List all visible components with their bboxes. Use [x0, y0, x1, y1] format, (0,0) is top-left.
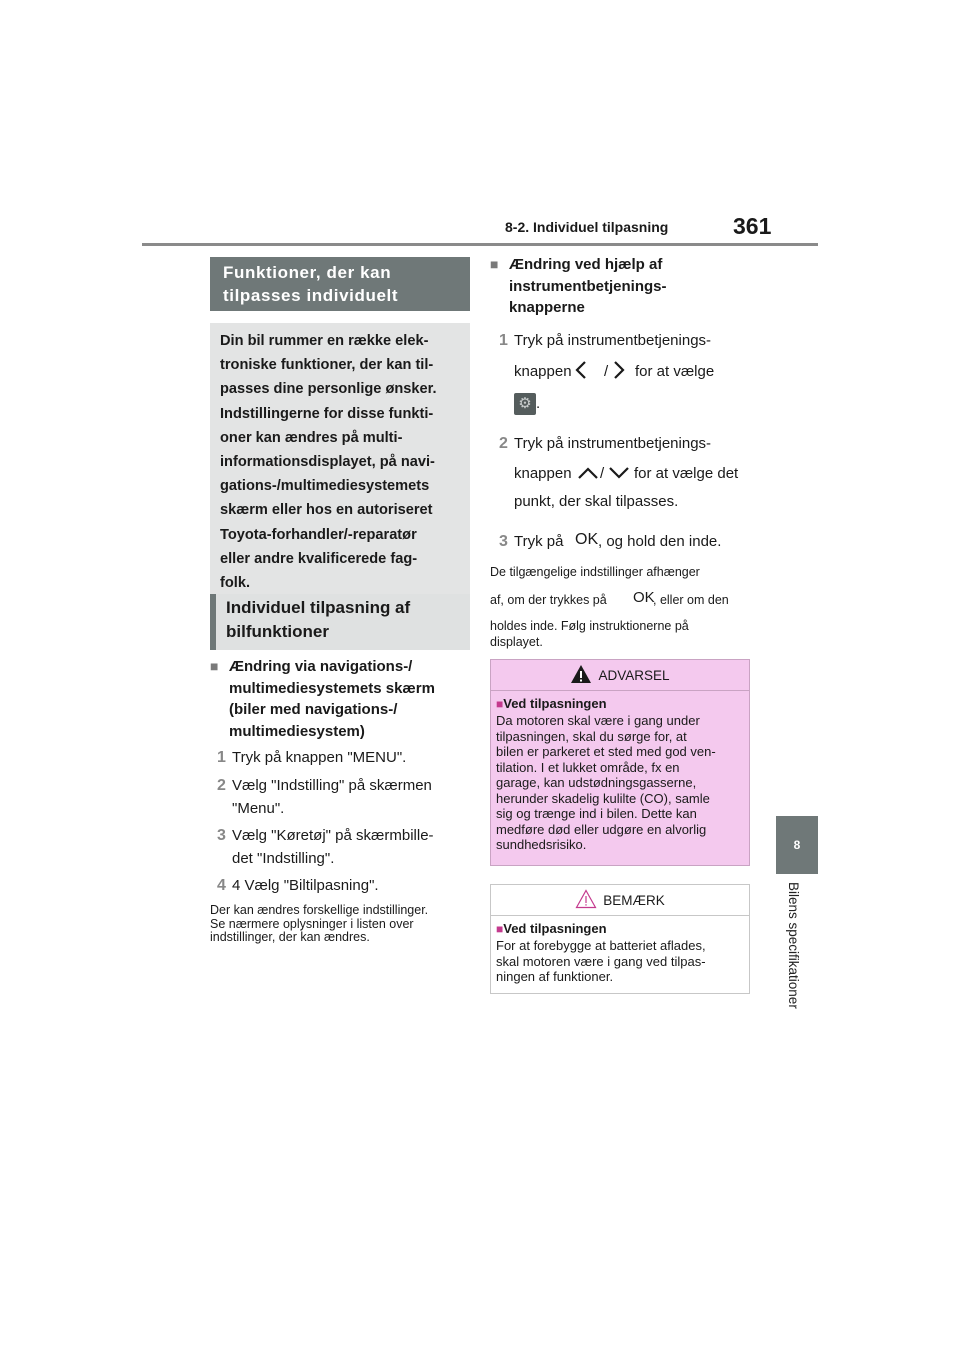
- note-left: [210, 904, 475, 945]
- heading-line: tilpasses individuelt: [223, 286, 399, 305]
- square-bullet-icon: ■: [490, 256, 499, 272]
- warning-line: garage, kan udstødningsgasserne,: [496, 775, 697, 790]
- step-text: .: [536, 395, 541, 412]
- right-step-2: [499, 432, 754, 455]
- chevron-left-icon: [575, 360, 587, 387]
- notice-title-text: Ved tilpasningen: [503, 921, 607, 936]
- subsection-title-line: instrumentbetjenings-: [509, 277, 667, 295]
- heading-line: Funktioner, der kan: [223, 263, 392, 282]
- warning-label: ADVARSEL: [598, 667, 670, 683]
- subsection-title-line: multimediesystem): [229, 722, 365, 740]
- step-number: 3: [217, 827, 226, 844]
- warning-title-text: Ved tilpasningen: [503, 696, 607, 711]
- subsection-title-line: multimediesystemets skærm: [229, 679, 435, 697]
- step-3: [217, 824, 477, 870]
- warning-line: bilen er parkeret et sted med god ven-: [496, 744, 716, 759]
- right-note-line-1: De tilgængelige indstillinger afhænger: [490, 565, 700, 579]
- chevron-up-icon: [577, 464, 599, 487]
- warning-line: sig og trænge ind i bilen. Dette kan: [496, 806, 697, 821]
- page-number: 361: [733, 213, 772, 239]
- step-number: 1: [499, 332, 508, 349]
- step-text: Tryk på instrumentbetjenings-: [514, 435, 712, 452]
- intro-line: troniske funktioner, der kan til-: [220, 357, 434, 374]
- step-number: 4: [217, 877, 226, 894]
- warning-line: medføre død eller udgøre en alvorlig: [496, 821, 707, 837]
- step-text: "Menu".: [232, 800, 285, 817]
- square-bullet-icon: ■: [496, 922, 504, 936]
- intro-line: passes dine personlige ønsker.: [220, 381, 437, 398]
- note-text: , eller om den: [653, 593, 729, 607]
- step-text: Vælg "Indstilling" på skærmen: [232, 777, 432, 794]
- subsection-title-line: knapperne: [509, 299, 585, 316]
- intro-line: gations-/multimediesystemets: [220, 478, 430, 495]
- step-number: 2: [217, 777, 226, 794]
- step-number: 2: [499, 435, 508, 452]
- chapter-title-vertical: Bilens specifikationer: [786, 882, 801, 1009]
- right-step-1-line-2: [514, 360, 754, 384]
- right-note-line-3: holdes inde. Følg instruktionerne på: [490, 619, 689, 633]
- header-rule: [142, 243, 818, 246]
- ok-button-glyph: OK: [575, 531, 599, 548]
- right-note-line-2: [490, 589, 755, 610]
- warning-line: tilpasningen, skal du sørge for, at: [496, 728, 687, 744]
- notice-label: BEMÆRK: [603, 892, 665, 908]
- section-heading-main: [210, 257, 470, 311]
- warning-body: [491, 691, 749, 859]
- step-text: det "Indstilling".: [232, 850, 335, 867]
- subsection-title-buttons: [490, 254, 754, 319]
- step-text: , og hold den inde.: [598, 533, 722, 550]
- notice-body: [491, 916, 749, 991]
- chevron-right-icon: [613, 360, 625, 387]
- right-note-line-4: displayet.: [490, 635, 543, 649]
- caution-triangle-outline-icon: [575, 889, 597, 912]
- step-text: Tryk på instrumentbetjenings-: [514, 332, 712, 349]
- warning-line: sundhedsrisiko.: [496, 837, 587, 852]
- running-header-section: 8-2. Individuel tilpasning: [505, 219, 669, 235]
- intro-line: informationsdisplayet, på navi-: [220, 454, 435, 471]
- step-4: [217, 874, 477, 897]
- step-number: 3: [499, 533, 508, 550]
- step-2: [217, 774, 477, 820]
- step-text: for at vælge: [635, 363, 715, 380]
- intro-line: Indstillingerne for disse funkti-: [220, 405, 434, 422]
- notice-line: ningen af funktioner.: [496, 969, 614, 984]
- note-line: indstillinger, der kan ændres.: [210, 930, 370, 944]
- right-step-1: [499, 329, 754, 352]
- settings-gear-icon: ⚙: [514, 393, 536, 415]
- step-text: for at vælge det: [634, 465, 739, 482]
- right-step-3: [499, 530, 754, 554]
- square-bullet-icon: ■: [496, 697, 504, 711]
- right-step-2-line-3: [514, 490, 754, 513]
- step-1: [217, 746, 477, 769]
- notice-box: [490, 884, 750, 994]
- chevron-separator: /: [604, 363, 609, 380]
- note-text: af, om der trykkes på: [490, 593, 607, 607]
- warning-box: [490, 659, 750, 866]
- intro-line: Din bil rummer en række elek-: [220, 333, 429, 349]
- step-text: 4 Vælg "Biltilpasning".: [232, 877, 379, 894]
- warning-line: Da motoren skal være i gang under: [496, 713, 700, 728]
- step-text: punkt, der skal tilpasses.: [514, 493, 679, 510]
- square-bullet-icon: ■: [210, 658, 219, 674]
- intro-box: [210, 323, 470, 603]
- subsection-title-line: Ændring via navigations-/: [229, 658, 413, 675]
- subsection-title-line: (biler med navigations-/: [229, 701, 398, 718]
- section-heading-sub: [210, 594, 470, 650]
- subsection-title-line: Ændring ved hjælp af: [509, 256, 663, 273]
- intro-line: Toyota-forhandler/-reparatør: [220, 526, 417, 543]
- intro-line: skærm eller hos en autoriseret: [220, 502, 433, 519]
- right-step-1-line-3: [514, 392, 754, 415]
- step-text: Tryk på: [514, 533, 564, 550]
- subsection-title-navigation: [210, 656, 479, 742]
- intro-line: folk.: [220, 575, 250, 592]
- notice-header: [491, 885, 749, 916]
- warning-title: [496, 695, 744, 713]
- right-step-2-line-2: [514, 462, 754, 486]
- warning-line: tilation. I et lukket område, fx en: [496, 759, 680, 775]
- chapter-tab: 8: [776, 816, 818, 874]
- heading-line: Individuel tilpasning af: [226, 598, 411, 617]
- intro-line: eller andre kvalificerede fag-: [220, 550, 418, 567]
- chevron-down-icon: [608, 464, 630, 487]
- warning-header: [491, 660, 749, 691]
- note-line: Se nærmere oplysninger i listen over: [210, 916, 414, 931]
- note-line: Der kan ændres forskellige indstillinger.: [210, 903, 429, 917]
- warning-triangle-icon: [570, 664, 592, 687]
- notice-line: For at forebygge at batteriet aflades,: [496, 938, 706, 953]
- notice-title: [496, 920, 744, 938]
- step-text: knappen: [514, 363, 572, 380]
- step-text: Tryk på knappen "MENU".: [232, 749, 407, 766]
- warning-line: herunder skadelig kulilte (CO), samle: [496, 790, 710, 806]
- notice-line: skal motoren være i gang ved tilpas-: [496, 953, 706, 969]
- heading-line: bilfunktioner: [226, 622, 329, 641]
- step-number: 1: [217, 749, 226, 766]
- chevron-separator: /: [600, 465, 605, 482]
- ok-button-glyph: OK: [633, 589, 655, 606]
- step-text: knappen: [514, 465, 572, 482]
- intro-line: oner kan ændres på multi-: [220, 429, 403, 446]
- step-text: Vælg "Køretøj" på skærmbille-: [232, 827, 434, 844]
